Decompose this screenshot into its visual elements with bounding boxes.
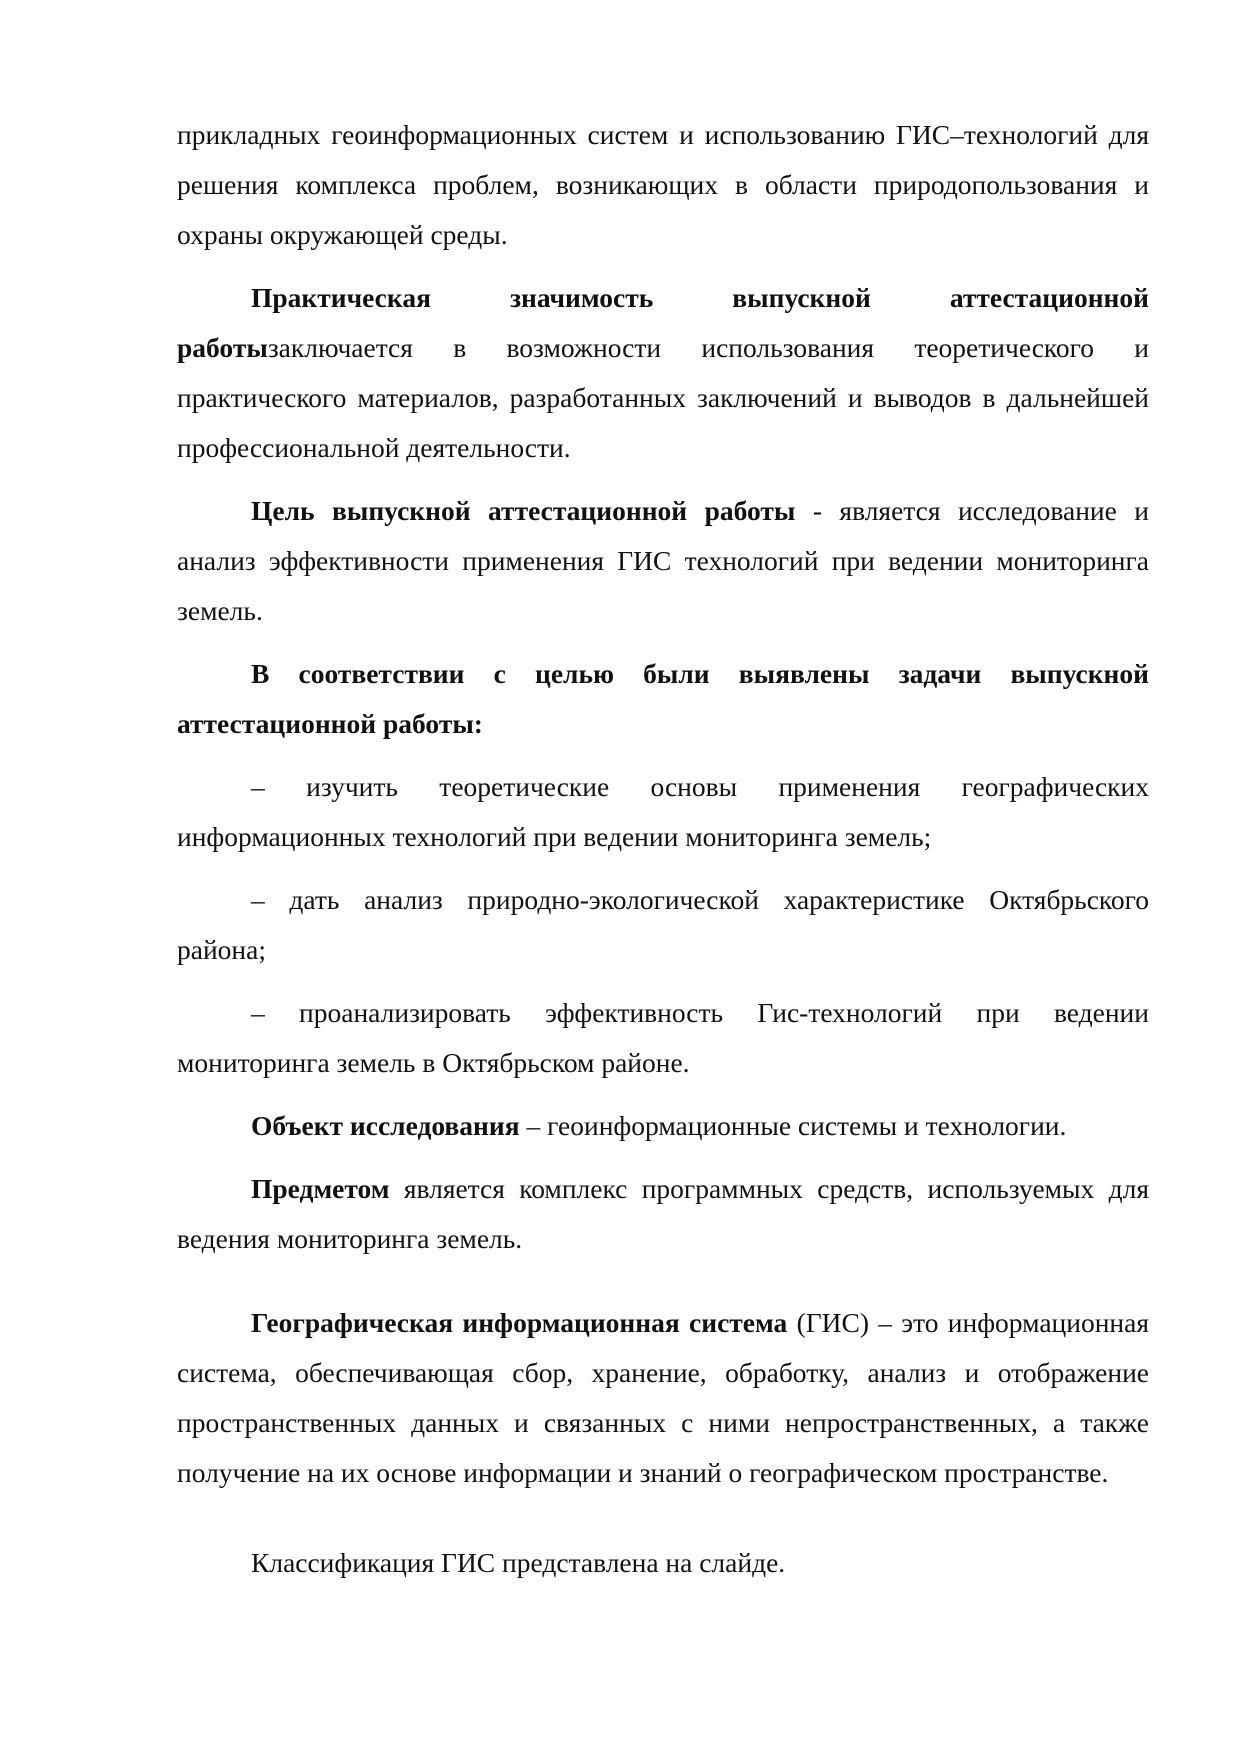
paragraph-text: Классификация ГИС представлена на слайде. [251,1547,786,1578]
paragraph-practical-significance [177,273,1149,473]
document-body [177,110,1149,1588]
paragraph-gis-definition [177,1298,1149,1498]
paragraph-subject [177,1164,1149,1264]
paragraph-bold-lead: Практическая значимость выпускной аттестационной работы [177,282,1149,363]
paragraph-bold-lead: Географическая информационная система [251,1307,788,1338]
paragraph-bold-lead: В соответствии с целью были выявлены задачи выпускной аттестационной работы: [177,658,1149,739]
paragraph-text: (ГИС) – это информационная система, обеспечивающая сбор, хранение, обработку, анализ и отображение пространственных данных и связанных с ними непространственных, а также получение на их основе информации и знаний о географическом пространстве. [177,1307,1150,1488]
paragraph-bold-lead: Предметом [251,1173,390,1204]
task-item [177,988,1149,1088]
task-item [177,875,1149,975]
paragraph-text: является комплекс программных средств, используемых для ведения мониторинга земель. [177,1173,1149,1254]
paragraph-bold-lead: Цель выпускной аттестационной работы [251,495,796,526]
paragraph-goal [177,486,1149,636]
paragraph-object [177,1101,1149,1151]
task-item [177,762,1149,862]
paragraph-intro-continuation [177,110,1149,260]
paragraph-text: заключается в возможности использования теоретического и практического материалов, разработанных заключений и выводов в дальнейшей профессиональной деятельности. [177,332,1149,463]
paragraph-classification [177,1538,1149,1588]
paragraph-text: – геоинформационные системы и технологии. [519,1110,1067,1141]
paragraph-text: прикладных геоинформационных систем и использованию ГИС–технологий для решения комплекса проблем, возникающих в области природопользования и охраны окружающей среды. [177,119,1149,250]
paragraph-tasks-heading [177,649,1149,749]
task-item-text: – изучить теоретические основы применения географических информационных технологий при ведении мониторинга земель; [177,771,1149,852]
task-item-text: – дать анализ природно-экологической характеристике Октябрьского района; [177,884,1149,965]
paragraph-bold-lead: Объект исследования [251,1110,520,1141]
paragraph-text: - является исследование и анализ эффективности применения ГИС технологий при ведении мониторинга земель. [177,495,1150,626]
task-item-text: – проанализировать эффективность Гис-технологий при ведении мониторинга земель в Октябрьском районе. [177,997,1149,1078]
